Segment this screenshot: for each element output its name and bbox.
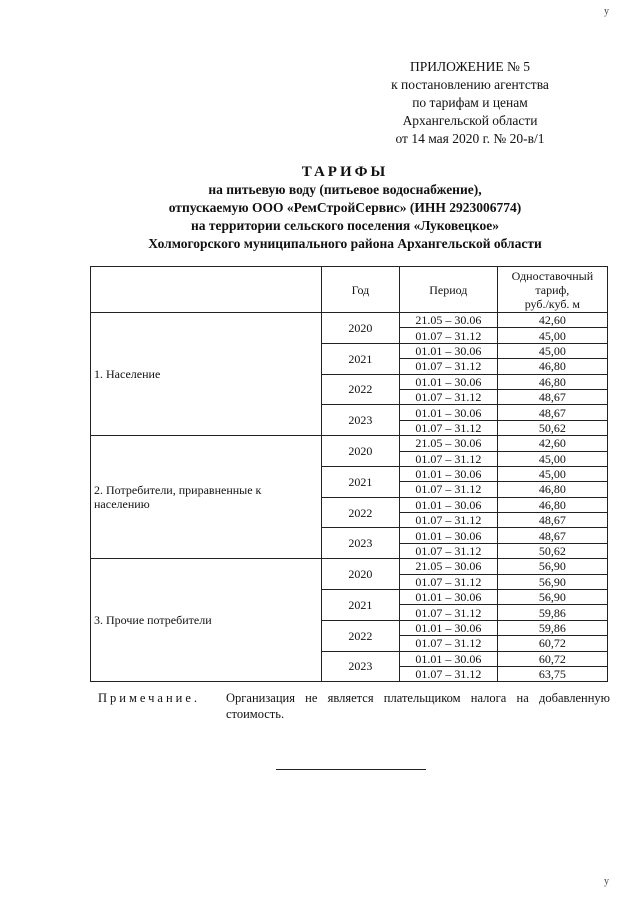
period-cell: 01.01 – 30.06 <box>399 528 497 543</box>
tariff-cell: 59,86 <box>497 620 607 635</box>
table-row <box>91 559 608 574</box>
category-cell: 1. Население <box>91 313 322 436</box>
tariff-cell: 45,00 <box>497 451 607 466</box>
tariff-cell: 60,72 <box>497 651 607 666</box>
tariff-table <box>90 266 608 682</box>
header-tariff-line: тариф, <box>535 282 570 297</box>
table-row <box>91 313 608 328</box>
tariff-cell: 45,00 <box>497 328 607 343</box>
period-cell: 01.07 – 31.12 <box>399 451 497 466</box>
period-cell: 01.07 – 31.12 <box>399 574 497 589</box>
tariff-cell: 46,80 <box>497 497 607 512</box>
year-cell: 2022 <box>321 374 399 405</box>
year-cell: 2023 <box>321 528 399 559</box>
period-cell: 01.07 – 31.12 <box>399 389 497 404</box>
period-cell: 01.07 – 31.12 <box>399 513 497 528</box>
tariff-cell: 42,60 <box>497 313 607 328</box>
period-cell: 01.01 – 30.06 <box>399 405 497 420</box>
year-cell: 2022 <box>321 497 399 528</box>
year-cell: 2021 <box>321 590 399 621</box>
appendix-date: от 14 мая 2020 г. № 20-в/1 <box>395 131 545 146</box>
period-cell: 01.07 – 31.12 <box>399 605 497 620</box>
period-cell: 01.01 – 30.06 <box>399 651 497 666</box>
tariff-cell: 48,67 <box>497 513 607 528</box>
year-cell: 2020 <box>321 436 399 467</box>
year-cell: 2021 <box>321 343 399 374</box>
year-cell: 2021 <box>321 466 399 497</box>
period-cell: 01.01 – 30.06 <box>399 343 497 358</box>
appendix-header <box>360 58 580 148</box>
tariff-cell: 48,67 <box>497 405 607 420</box>
table-header-row <box>91 267 608 313</box>
year-cell: 2020 <box>321 559 399 590</box>
title-main: ТАРИФЫ <box>301 164 389 180</box>
category-cell: 3. Прочие потребители <box>91 559 322 682</box>
year-cell: 2023 <box>321 651 399 682</box>
tariff-cell: 56,90 <box>497 559 607 574</box>
title-line: на питьевую воду (питьевое водоснабжение), <box>208 182 482 197</box>
year-cell: 2022 <box>321 620 399 651</box>
header-period: Период <box>399 267 497 313</box>
period-cell: 01.01 – 30.06 <box>399 466 497 481</box>
period-cell: 01.07 – 31.12 <box>399 420 497 435</box>
title-line: Холмогорского муниципального района Архангельской области <box>148 236 542 251</box>
tariff-table-body <box>91 313 608 682</box>
tariff-cell: 45,00 <box>497 343 607 358</box>
header-tariff <box>497 267 607 313</box>
title-line: на территории сельского поселения «Луковецкое» <box>191 218 499 233</box>
tariff-cell: 48,67 <box>497 389 607 404</box>
period-cell: 01.07 – 31.12 <box>399 543 497 558</box>
period-cell: 01.07 – 31.12 <box>399 482 497 497</box>
tariff-cell: 60,72 <box>497 636 607 651</box>
tariff-cell: 45,00 <box>497 466 607 481</box>
period-cell: 01.07 – 31.12 <box>399 359 497 374</box>
period-cell: 01.07 – 31.12 <box>399 636 497 651</box>
note-label: Примечание. <box>98 691 201 705</box>
header-tariff-line: Одноставочный <box>511 268 594 283</box>
margin-mark-top: у <box>604 6 609 17</box>
tariff-cell: 63,75 <box>497 666 607 681</box>
year-cell: 2023 <box>321 405 399 436</box>
tariff-cell: 42,60 <box>497 436 607 451</box>
tariff-cell: 48,67 <box>497 528 607 543</box>
tariff-cell: 56,90 <box>497 590 607 605</box>
period-cell: 21.05 – 30.06 <box>399 313 497 328</box>
period-cell: 21.05 – 30.06 <box>399 436 497 451</box>
header-category <box>91 267 322 313</box>
period-cell: 01.01 – 30.06 <box>399 590 497 605</box>
year-cell: 2020 <box>321 313 399 344</box>
header-year: Год <box>321 267 399 313</box>
period-cell: 01.01 – 30.06 <box>399 374 497 389</box>
margin-mark-bottom: у <box>604 876 609 887</box>
header-tariff-line: руб./куб. м <box>524 296 581 311</box>
category-cell: 2. Потребители, приравненные к населению <box>91 436 322 559</box>
tariff-cell: 59,86 <box>497 605 607 620</box>
period-cell: 01.01 – 30.06 <box>399 497 497 512</box>
period-cell: 01.01 – 30.06 <box>399 620 497 635</box>
document-title <box>90 163 600 253</box>
period-cell: 01.07 – 31.12 <box>399 666 497 681</box>
note-text: Организация не является плательщиком налога на добавленную стоимость. <box>226 691 610 721</box>
tariff-cell: 56,90 <box>497 574 607 589</box>
period-cell: 21.05 – 30.06 <box>399 559 497 574</box>
tariff-cell: 46,80 <box>497 482 607 497</box>
tariff-cell: 46,80 <box>497 359 607 374</box>
appendix-line: Архангельской области <box>402 113 538 128</box>
period-cell: 01.07 – 31.12 <box>399 328 497 343</box>
tariff-cell: 46,80 <box>497 374 607 389</box>
table-row <box>91 436 608 451</box>
appendix-number: ПРИЛОЖЕНИЕ № 5 <box>409 59 531 74</box>
appendix-line: по тарифам и ценам <box>412 95 528 110</box>
appendix-line: к постановлению агентства <box>391 77 549 92</box>
signature-line <box>276 769 426 770</box>
title-line: отпускаемую ООО «РемСтройСервис» (ИНН 2923006774) <box>168 200 522 215</box>
tariff-cell: 50,62 <box>497 543 607 558</box>
tariff-cell: 50,62 <box>497 420 607 435</box>
